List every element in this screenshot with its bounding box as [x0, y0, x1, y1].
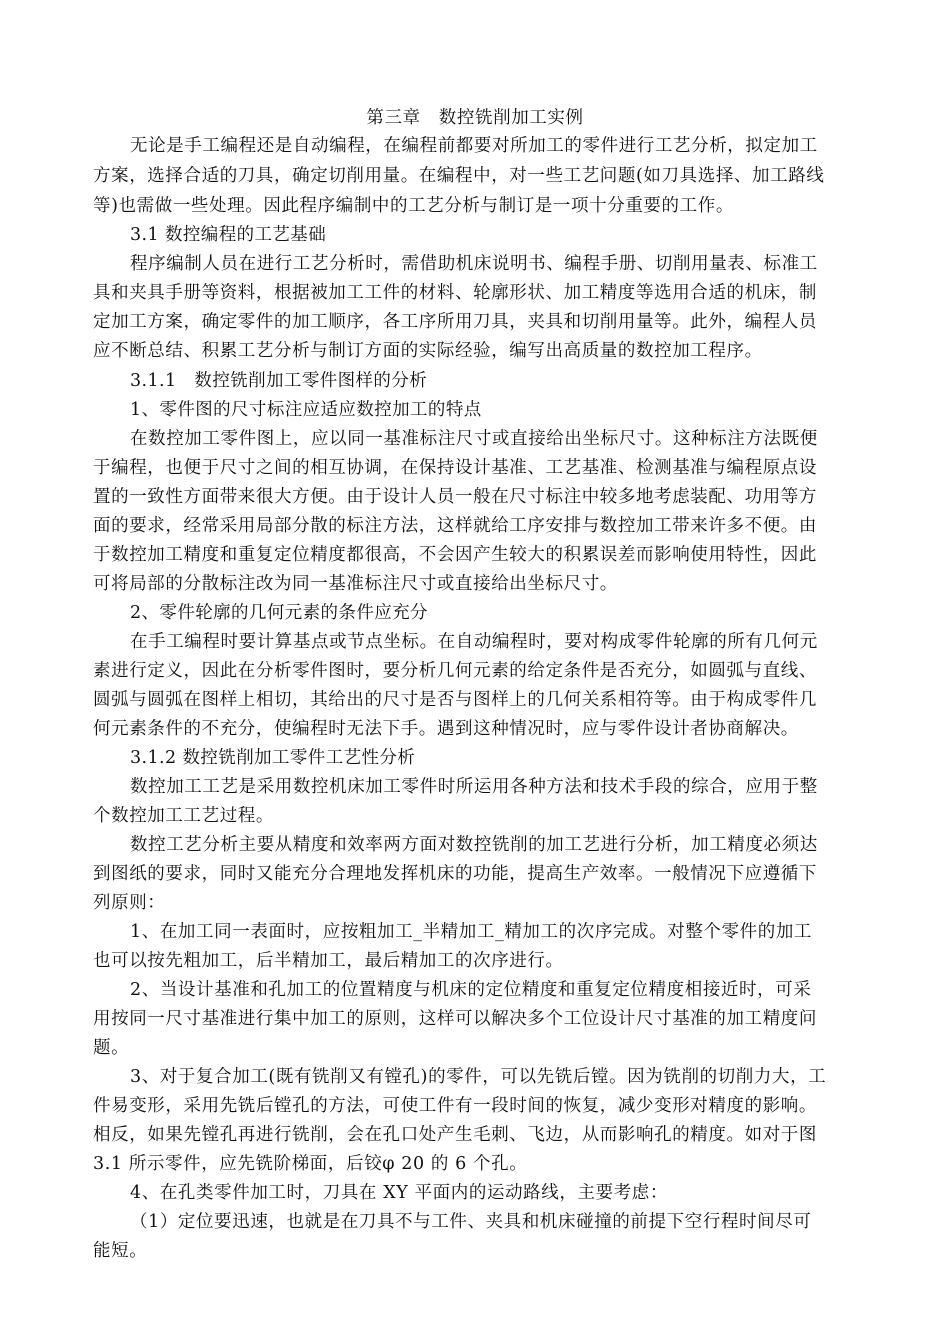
paragraph-line: 也可以按先粗加工，后半精加工，最后精加工的次序进行。 — [93, 951, 564, 971]
paragraph-line: 于数控加工精度和重复定位精度都很高，不会因产生较大的积累误差而影响使用特性，因此 — [93, 545, 817, 565]
paragraph-line: 个数控加工工艺过程。 — [93, 806, 274, 826]
paragraph-line: 程序编制人员在进行工艺分析时，需借助机床说明书、编程手册、切削用量表、标准工 — [130, 254, 818, 274]
chapter-title: 第三章 数控铣削加工实例 — [366, 108, 584, 128]
subsection-heading: 3.1.2 数控铣削加工零件工艺性分析 — [130, 748, 416, 768]
paragraph-line: 无论是手工编程还是自动编程，在编程前都要对所加工的零件进行工艺分析，拟定加工 — [130, 136, 818, 156]
paragraph-line: 具和夹具手册等资料，根据被加工工件的材料、轮廓形状、加工精度等选用合适的机床，制 — [93, 283, 817, 303]
paragraph-line: 面的要求，经常采用局部分散的标注方法，这样就给工序安排与数控加工带来许多不便。由 — [93, 516, 817, 536]
paragraph-line: 于编程，也便于尺寸之间的相互协调，在保持设计基准、工艺基准、检测基准与编程原点设 — [93, 458, 817, 478]
paragraph-line: 件易变形，采用先铣后镗孔的方法，可使工件有一段时间的恢复，减少变形对精度的影响。 — [93, 1096, 817, 1116]
paragraph-line: 3.1 所示零件，应先铣阶梯面，后铰φ 20 的 6 个孔。 — [93, 1154, 528, 1174]
paragraph-line: 方案，选择合适的刀具，确定切削用量。在编程中，对一些工艺问题(如刀具选择、加工路线 — [93, 166, 825, 186]
paragraph-line: 数控加工工艺是采用数控机床加工零件时所运用各种方法和技术手段的综合，应用于整 — [130, 777, 818, 797]
paragraph-line: 题。 — [93, 1038, 130, 1058]
paragraph-line: 圆弧与圆弧在图样上相切，其给出的尺寸是否与图样上的几何关系相符等。由于构成零件几 — [93, 690, 817, 710]
paragraph-line: 可将局部的分散标注改为同一基准标注尺寸或直接给出坐标尺寸。 — [93, 574, 618, 594]
paragraph-line: 数控工艺分析主要从精度和效率两方面对数控铣削的加工艺进行分析，加工精度必须达 — [130, 835, 818, 855]
paragraph-line: 4、在孔类零件加工时，刀具在 XY 平面内的运动路线，主要考虑： — [130, 1183, 668, 1203]
paragraph-line: 1、在加工同一表面时，应按粗加工_半精加工_精加工的次序完成。对整个零件的加工 — [130, 922, 813, 942]
paragraph-line: 3、对于复合加工(既有铣削又有镗孔)的零件，可以先铣后镗。因为铣削的切削力大，工 — [130, 1067, 827, 1087]
paragraph-line: 能短。 — [93, 1241, 148, 1261]
section-heading: 3.1 数控编程的工艺基础 — [130, 225, 327, 245]
paragraph-line: 置的一致性方面带来很大方便。由于设计人员一般在尺寸标注中较多地考虑装配、功用等方 — [93, 487, 817, 507]
paragraph-line: 到图纸的要求，同时又能充分合理地发挥机床的功能，提高生产效率。一般情况下应遵循下 — [93, 864, 817, 884]
item-heading: 1、零件图的尺寸标注应适应数控加工的特点 — [130, 400, 482, 420]
paragraph-line: 在手工编程时要计算基点或节点坐标。在自动编程时，要对构成零件轮廓的所有几何元 — [130, 632, 818, 652]
paragraph-line: 等)也需做一些处理。因此程序编制中的工艺分析与制订是一项十分重要的工作。 — [93, 196, 734, 216]
paragraph-line: 定加工方案，确定零件的加工顺序，各工序所用刀具，夹具和切削用量等。此外，编程人员 — [93, 312, 817, 332]
item-heading: 2、零件轮廓的几何元素的条件应充分 — [130, 603, 428, 623]
paragraph-line: 应不断总结、积累工艺分析与制订方面的实际经验，编写出高质量的数控加工程序。 — [93, 341, 763, 361]
subsection-heading: 3.1.1 数控铣削加工零件图样的分析 — [130, 371, 428, 391]
paragraph-line: 何元素条件的不充分，使编程时无法下手。遇到这种情况时，应与零件设计者协商解决。 — [93, 719, 799, 739]
paragraph-line: 相反，如果先镗孔再进行铣削，会在孔口处产生毛刺、飞边，从而影响孔的精度。如对于图 — [93, 1125, 817, 1145]
paragraph-line: （1）定位要迅速，也就是在刀具不与工件、夹具和机床碰撞的前提下空行程时间尽可 — [130, 1212, 812, 1232]
paragraph-line: 2、当设计基准和孔加工的位置精度与机床的定位精度和重复定位精度相接近时，可采 — [130, 980, 812, 1000]
paragraph-line: 列原则： — [93, 893, 166, 913]
paragraph-line: 素进行定义，因此在分析零件图时，要分析几何元素的给定条件是否充分，如圆弧与直线、 — [93, 661, 817, 681]
paragraph-line: 在数控加工零件图上，应以同一基准标注尺寸或直接给出坐标尺寸。这种标注方法既便 — [130, 429, 818, 449]
paragraph-line: 用按同一尺寸基准进行集中加工的原则，这样可以解决多个工位设计尺寸基准的加工精度问 — [93, 1009, 817, 1029]
